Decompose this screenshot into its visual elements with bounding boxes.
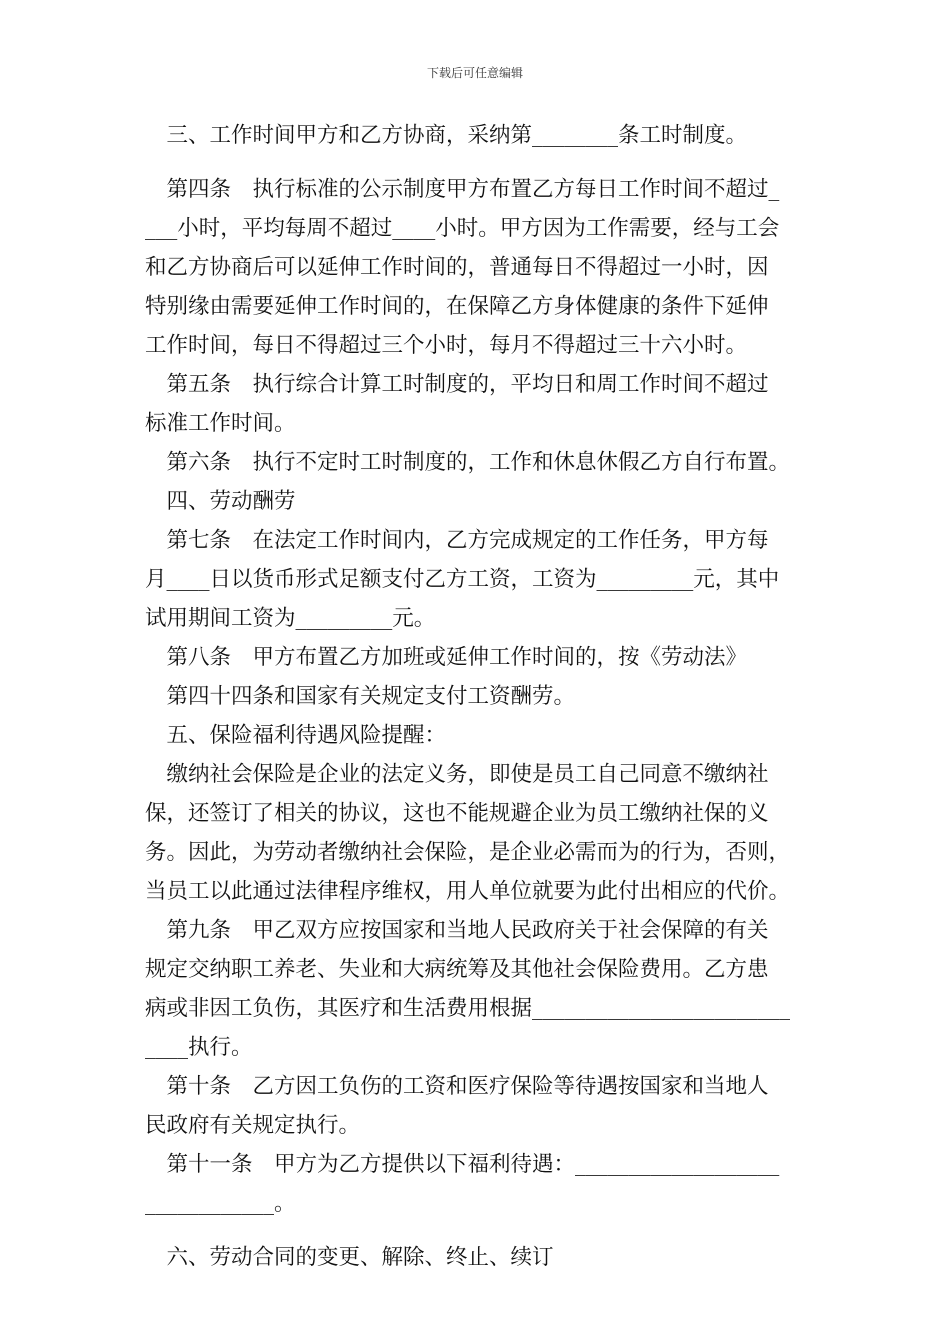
- text-line: 第四十四条和国家有关规定支付工资酬劳。: [145, 684, 576, 709]
- text-line: 标准工作时间。: [145, 411, 296, 436]
- text-line: 缴纳社会保险是企业的法定义务，即使是员工自己同意不缴纳社: [145, 762, 769, 787]
- text-line: 第七条 在法定工作时间内，乙方完成规定的工作任务，甲方每: [145, 528, 769, 553]
- text-line: ___小时，平均每周不超过____小时。甲方因为工作需要，经与工会: [145, 216, 780, 241]
- section-heading: 五、保险福利待遇风险提醒：: [145, 723, 447, 748]
- text-line: 工作时间，每日不得超过三个小时，每月不得超过三十六小时。: [145, 333, 748, 358]
- text-line: 第九条 甲乙双方应按国家和当地人民政府关于社会保障的有关: [145, 918, 769, 943]
- text-line: 月____日以货币形式足额支付乙方工资，工资为_________元，其中: [145, 567, 780, 592]
- text-line: 第八条 甲方布置乙方加班或延伸工作时间的，按《劳动法》: [145, 645, 748, 670]
- section-heading: 六、劳动合同的变更、解除、终止、续订: [145, 1245, 554, 1270]
- section-heading: 四、劳动酬劳: [145, 489, 296, 514]
- text-line: ____________。: [145, 1191, 296, 1216]
- document-body: [145, 116, 810, 1277]
- text-line: 第四条 执行标准的公示制度甲方布置乙方每日工作时间不超过_: [145, 177, 780, 202]
- text-line: 第五条 执行综合计算工时制度的，平均日和周工作时间不超过: [145, 372, 769, 397]
- text-line: 试用期间工资为_________元。: [145, 606, 436, 631]
- text-line: 病或非因工负伤，其医疗和生活费用根据________________________: [145, 996, 791, 1021]
- text-line: 特别缘由需要延伸工作时间的，在保障乙方身体健康的条件下延伸: [145, 294, 769, 319]
- text-line: 第十一条 甲方为乙方提供以下福利待遇：___________________: [145, 1152, 780, 1177]
- text-line: 当员工以此通过法律程序维权，用人单位就要为此付出相应的代价。: [145, 879, 791, 904]
- text-line: 第六条 执行不定时工时制度的，工作和休息休假乙方自行布置。: [145, 450, 791, 475]
- text-line: 保，还签订了相关的协议，这也不能规避企业为员工缴纳社保的义: [145, 801, 769, 826]
- text-line: 第十条 乙方因工负伤的工资和医疗保险等待遇按国家和当地人: [145, 1074, 769, 1099]
- text-line: 三、工作时间甲方和乙方协商，采纳第________条工时制度。: [145, 123, 748, 148]
- text-line: ____执行。: [145, 1035, 253, 1060]
- text-line: 民政府有关规定执行。: [145, 1113, 361, 1138]
- page-header: 下载后可任意编辑: [426, 66, 523, 80]
- text-line: 规定交纳职工养老、失业和大病统筹及其他社会保险费用。乙方患: [145, 957, 769, 982]
- text-line: 和乙方协商后可以延伸工作时间的，普通每日不得超过一小时，因: [145, 255, 769, 280]
- text-line: 务。因此，为劳动者缴纳社会保险，是企业必需而为的行为，否则，: [145, 840, 791, 865]
